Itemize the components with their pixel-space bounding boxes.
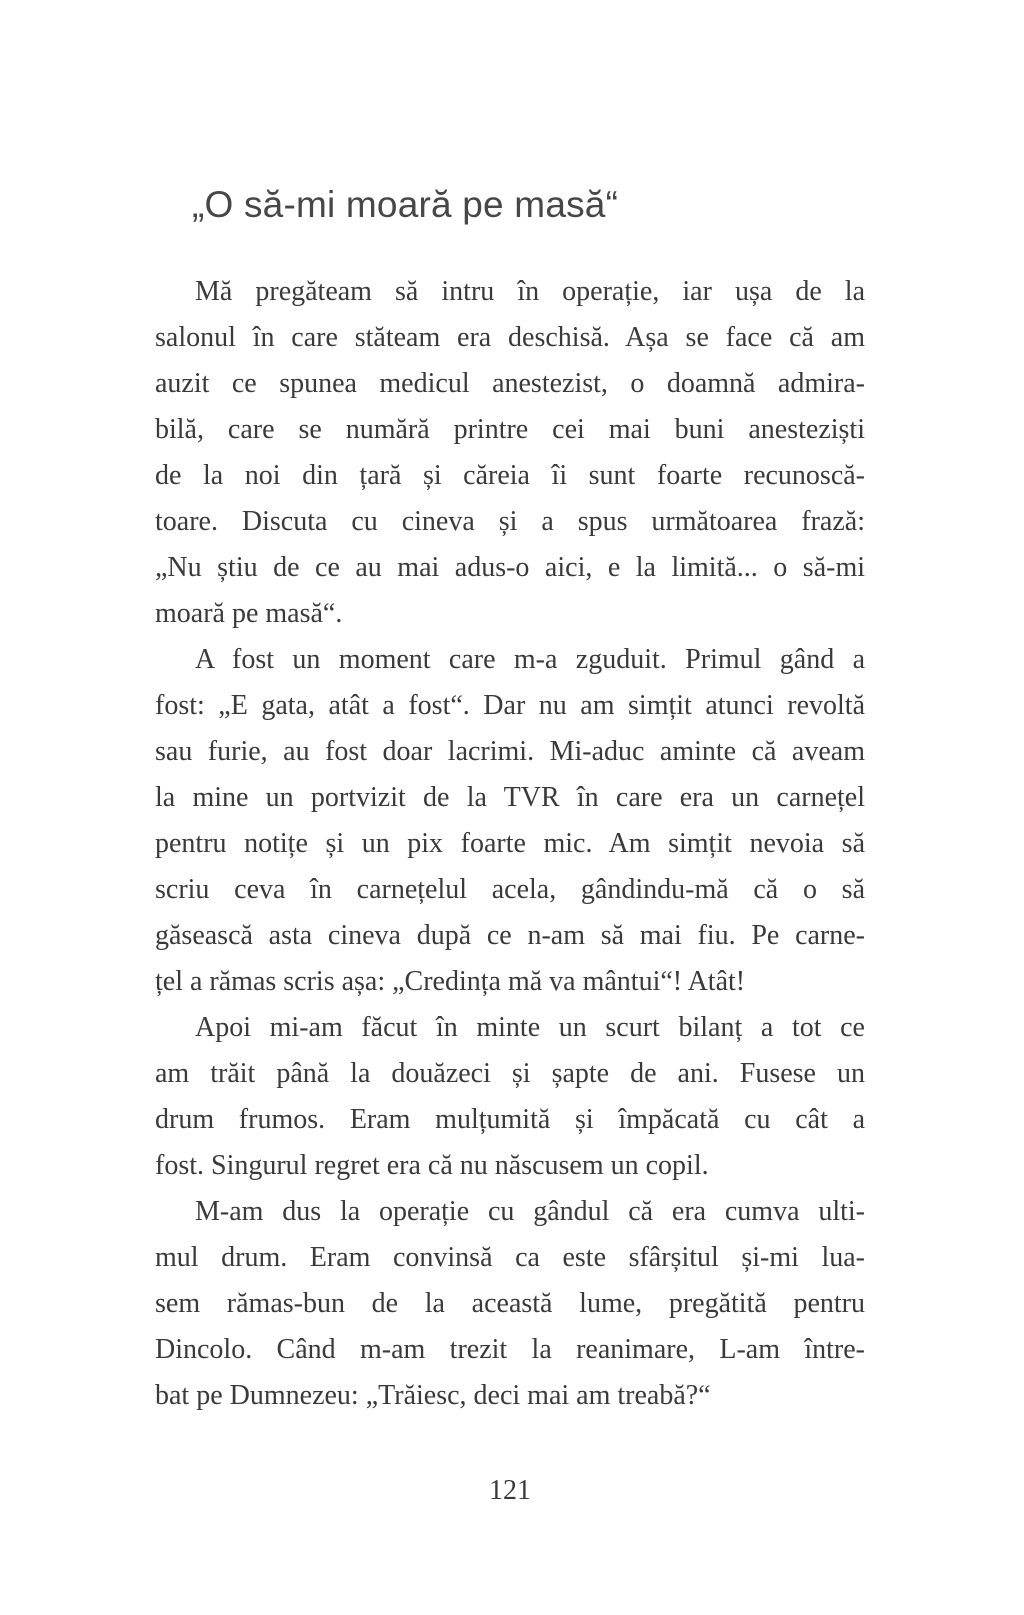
chapter-title: „O să-mi moară pe masă“ bbox=[192, 184, 619, 225]
page-number: 121 bbox=[489, 1475, 531, 1506]
text-line: găsească asta cineva după ce n-am să mai fiu. Pe carne- bbox=[155, 920, 865, 951]
text-line: la mine un portvizit de la TVR în care era un carnețel bbox=[155, 782, 865, 813]
text-line: „Nu știu de ce au mai adus-o aici, e la limită... o să-mi bbox=[155, 552, 865, 583]
text-line: mul drum. Eram convinsă ca este sfârșitul și-mi lua- bbox=[155, 1242, 865, 1273]
text-line: Dincolo. Când m-am trezit la reanimare, L-am între- bbox=[155, 1334, 865, 1365]
text-line: scriu ceva în carnețelul acela, gândindu-mă că o să bbox=[155, 874, 865, 905]
text-line: bilă, care se numără printre cei mai buni anesteziști bbox=[155, 414, 865, 445]
text-line: Apoi mi-am făcut în minte un scurt bilanț a tot ce bbox=[195, 1012, 865, 1043]
text-line: sem rămas-bun de la această lume, pregătită pentru bbox=[155, 1288, 865, 1319]
text-line: A fost un moment care m-a zguduit. Primul gând a bbox=[195, 644, 865, 675]
text-line: moară pe masă“. bbox=[155, 598, 343, 629]
text-line: Mă pregăteam să intru în operație, iar ușa de la bbox=[195, 276, 865, 307]
text-line: bat pe Dumnezeu: „Trăiesc, deci mai am treabă?“ bbox=[155, 1380, 711, 1411]
text-line: pentru notițe și un pix foarte mic. Am simțit nevoia să bbox=[155, 828, 865, 859]
text-line: salonul în care stăteam era deschisă. Așa se face că am bbox=[155, 322, 865, 353]
text-line: am trăit până la douăzeci și șapte de ani. Fusese un bbox=[155, 1058, 865, 1089]
text-line: drum frumos. Eram mulțumită și împăcată cu cât a bbox=[155, 1104, 865, 1135]
text-line: țel a rămas scris așa: „Credința mă va mântui“! Atât! bbox=[155, 966, 746, 997]
text-line: fost: „E gata, atât a fost“. Dar nu am simțit atunci revoltă bbox=[155, 690, 865, 721]
text-line: auzit ce spunea medicul anestezist, o doamnă admira- bbox=[155, 368, 865, 399]
text-line: M-am dus la operație cu gândul că era cumva ulti- bbox=[195, 1196, 865, 1227]
text-line: de la noi din țară și căreia îi sunt foarte recunoscă- bbox=[155, 460, 865, 491]
text-line: sau furie, au fost doar lacrimi. Mi-aduc aminte că aveam bbox=[155, 736, 865, 767]
body-text bbox=[155, 269, 865, 1419]
text-line: toare. Discuta cu cineva și a spus următoarea frază: bbox=[155, 506, 865, 537]
text-line: fost. Singurul regret era că nu născusem un copil. bbox=[155, 1150, 709, 1181]
